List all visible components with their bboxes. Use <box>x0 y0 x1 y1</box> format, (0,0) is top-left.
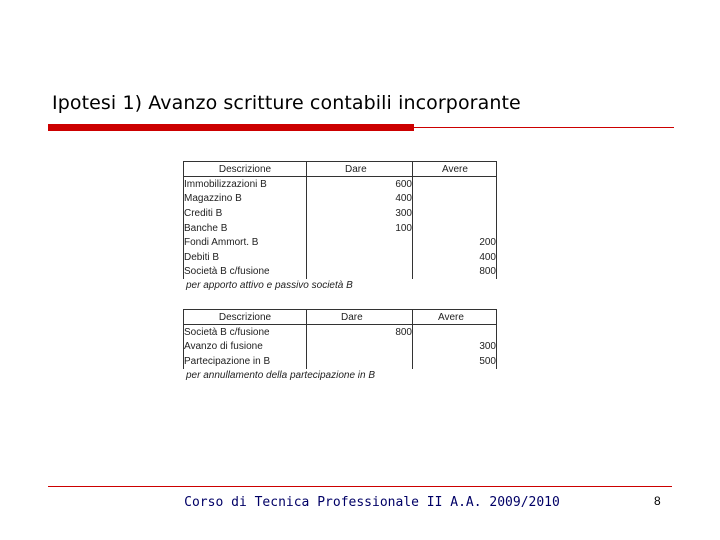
row-description: Banche B <box>184 221 307 236</box>
row-avere <box>413 177 497 192</box>
ledger-row <box>184 265 497 280</box>
ledger-row <box>184 206 497 221</box>
row-dare <box>307 340 413 355</box>
ledger-row <box>184 221 497 236</box>
row-dare <box>307 354 413 369</box>
row-dare: 800 <box>307 325 413 340</box>
footer-label: Corso di Tecnica Professionale II A.A. 2009/2010 <box>184 495 560 510</box>
ledger-row <box>184 192 497 207</box>
row-dare <box>307 250 413 265</box>
ledger-table <box>183 309 497 369</box>
footer-course-text <box>0 495 720 510</box>
journal-entry-apporto <box>183 161 496 293</box>
page-number: 8 <box>654 494 661 508</box>
row-dare: 400 <box>307 192 413 207</box>
ledger-row <box>184 354 497 369</box>
journal-entry-annullamento <box>183 309 496 383</box>
row-avere: 800 <box>413 265 497 280</box>
row-description: Società B c/fusione <box>184 265 307 280</box>
ledger-table <box>183 161 497 279</box>
row-description: Magazzino B <box>184 192 307 207</box>
ledger-row <box>184 340 497 355</box>
row-dare <box>307 265 413 280</box>
row-avere: 500 <box>413 354 497 369</box>
row-avere <box>413 325 497 340</box>
header-avere: Avere <box>413 310 497 325</box>
title-underline-accent <box>48 124 414 131</box>
row-avere <box>413 192 497 207</box>
ledger-row <box>184 250 497 265</box>
header-descrizione: Descrizione <box>184 310 307 325</box>
row-description: Crediti B <box>184 206 307 221</box>
row-dare: 600 <box>307 177 413 192</box>
row-avere <box>413 221 497 236</box>
row-avere: 300 <box>413 340 497 355</box>
row-description: Avanzo di fusione <box>184 340 307 355</box>
ledger-row <box>184 325 497 340</box>
row-avere <box>413 206 497 221</box>
row-dare: 100 <box>307 221 413 236</box>
ledger-row <box>184 177 497 192</box>
title-underline-rule <box>414 127 674 128</box>
header-avere: Avere <box>413 162 497 177</box>
row-description: Partecipazione in B <box>184 354 307 369</box>
header-descrizione: Descrizione <box>184 162 307 177</box>
ledger-header-row <box>184 310 497 325</box>
entry-caption: per apporto attivo e passivo società B <box>186 280 353 292</box>
ledger-header-row <box>184 162 497 177</box>
row-dare <box>307 235 413 250</box>
row-description: Società B c/fusione <box>184 325 307 340</box>
entry-caption: per annullamento della partecipazione in B <box>186 369 376 381</box>
row-description: Debiti B <box>184 250 307 265</box>
row-description: Immobilizzazioni B <box>184 177 307 192</box>
row-dare: 300 <box>307 206 413 221</box>
ledger-row <box>184 235 497 250</box>
header-dare: Dare <box>307 162 413 177</box>
header-dare: Dare <box>307 310 413 325</box>
row-avere: 400 <box>413 250 497 265</box>
footer-divider <box>48 486 672 487</box>
row-avere: 200 <box>413 235 497 250</box>
row-description: Fondi Ammort. B <box>184 235 307 250</box>
slide-title: Ipotesi 1) Avanzo scritture contabili incorporante <box>52 92 521 114</box>
